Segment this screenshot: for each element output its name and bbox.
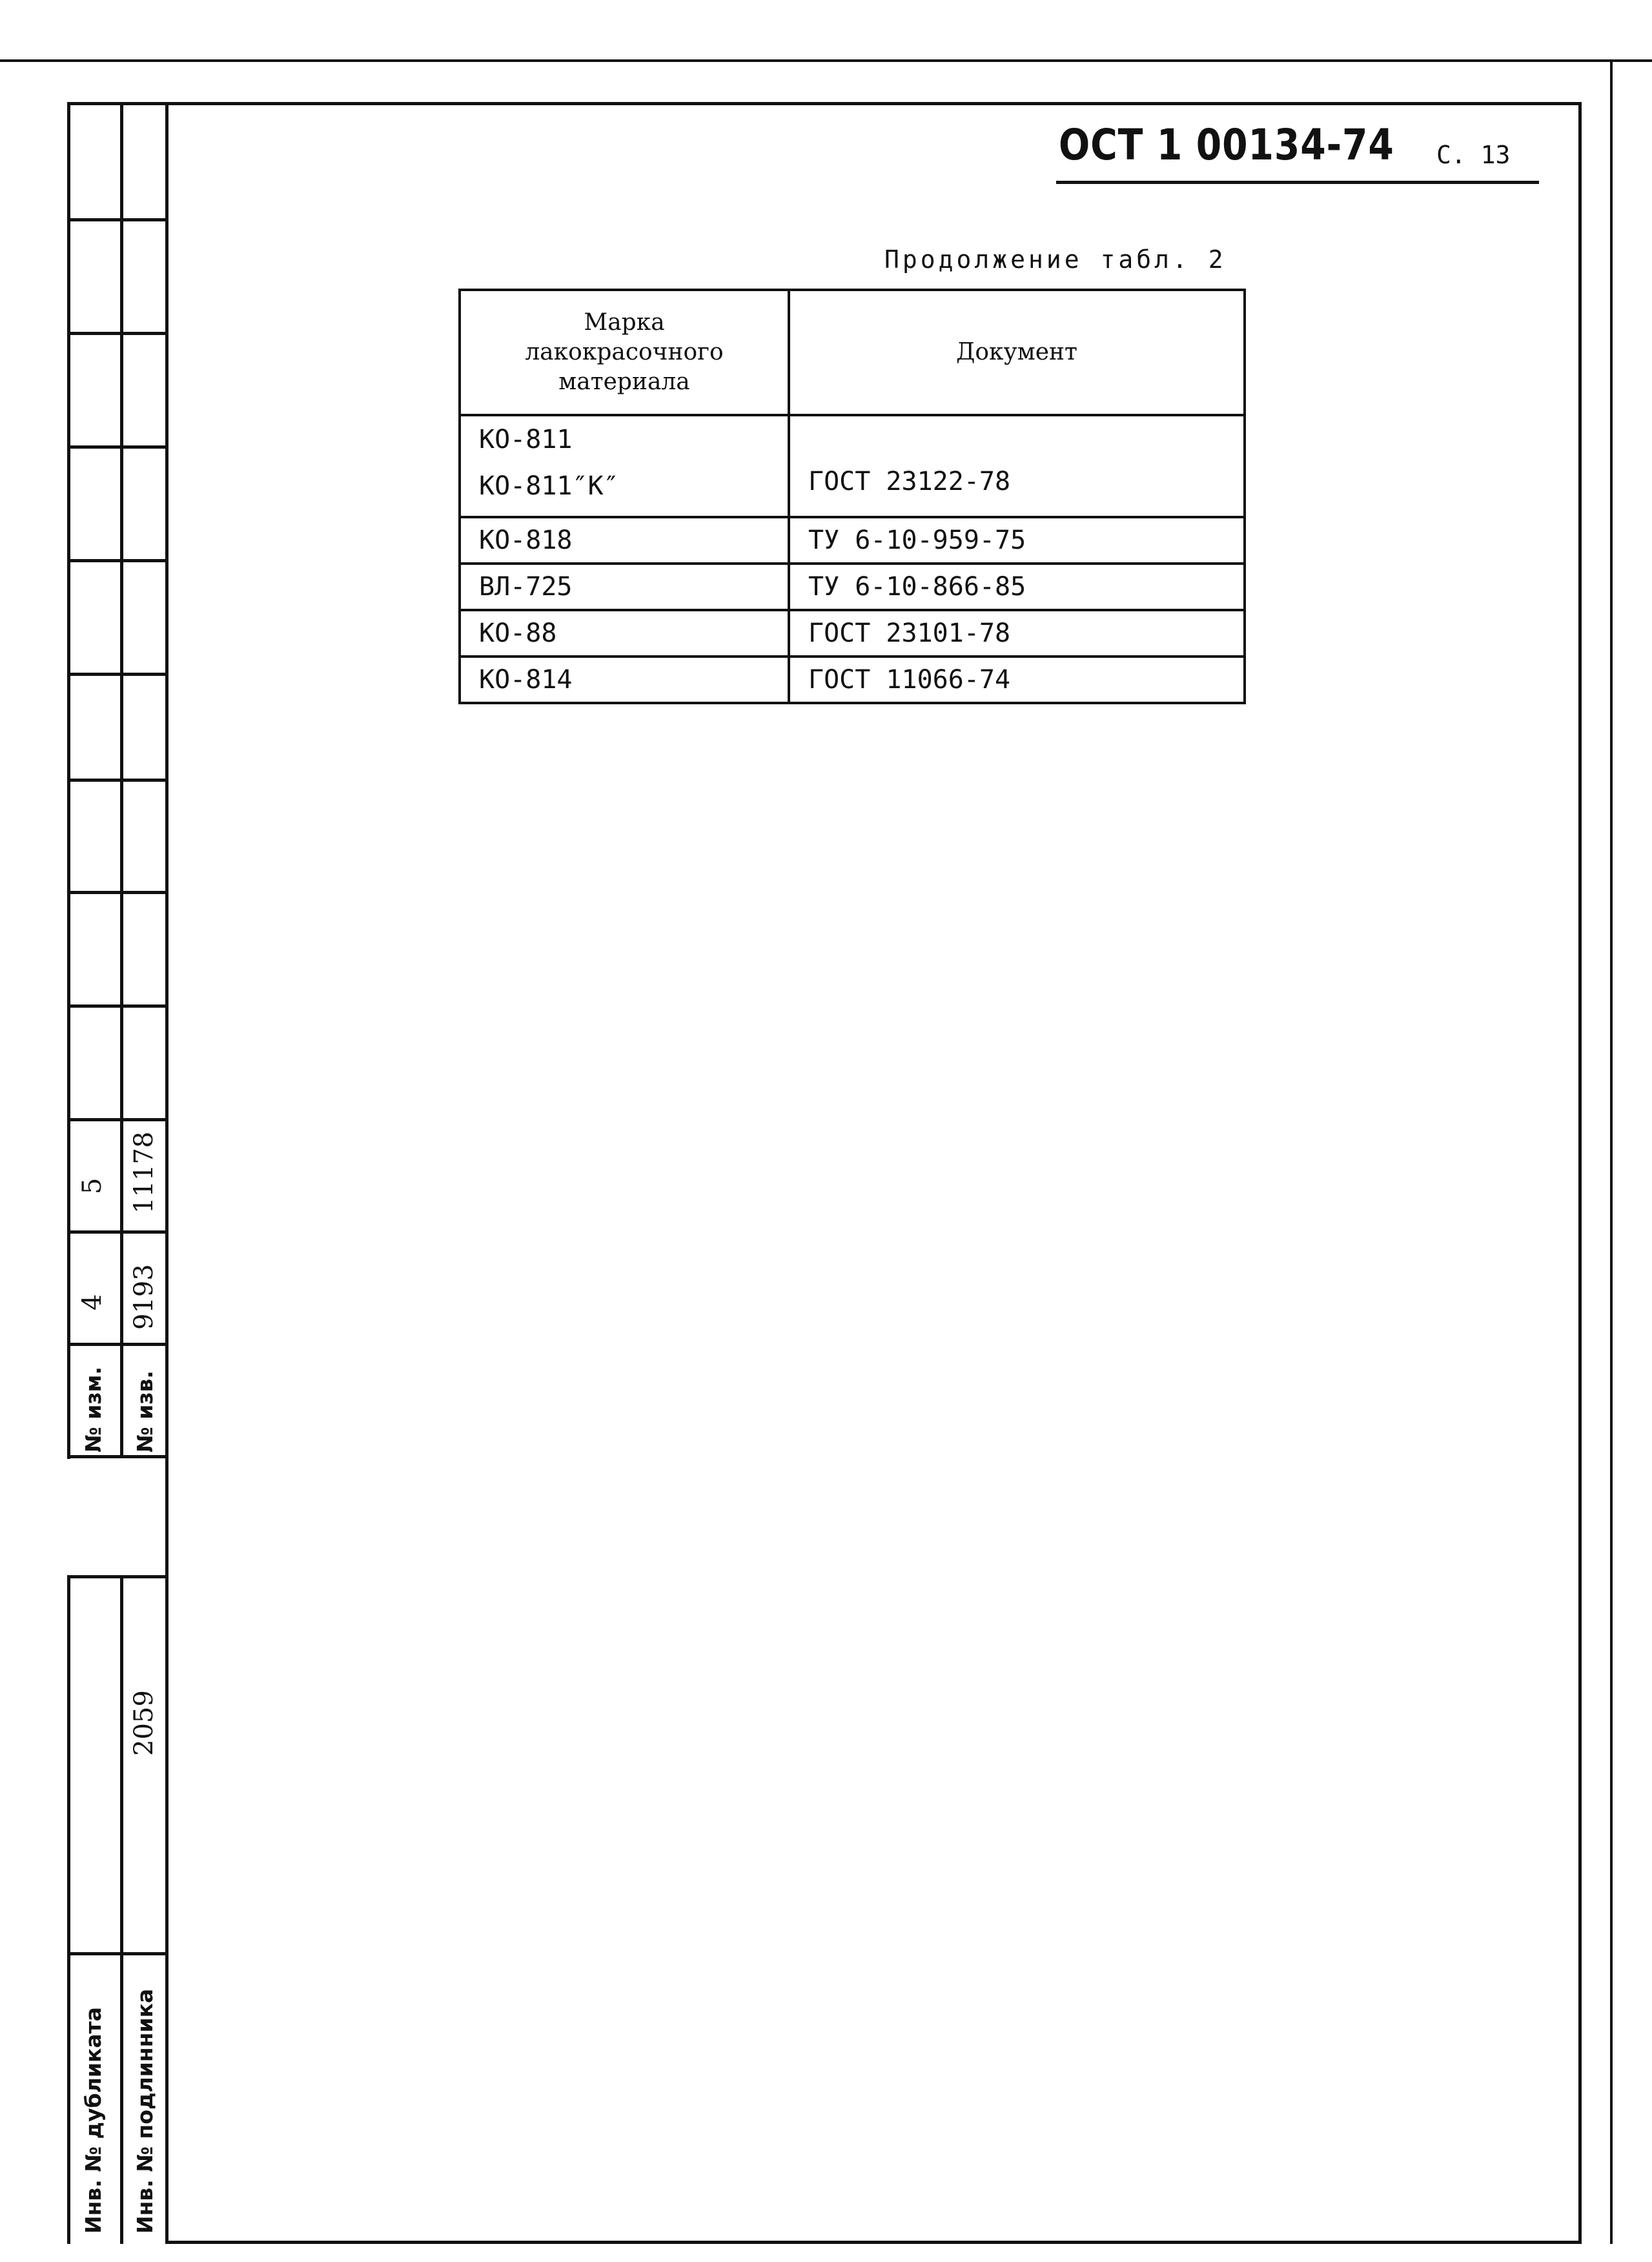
strip-sep xyxy=(67,332,165,335)
strip-outer-line-lower xyxy=(67,826,70,1459)
column-header-document: Документ xyxy=(789,290,1245,415)
strip-sep xyxy=(67,1952,165,1955)
document-cell xyxy=(789,415,1245,517)
strip-sep xyxy=(67,779,165,782)
top-edge-rule xyxy=(0,59,1652,62)
column-header-mark xyxy=(460,290,789,415)
page-number: С. 13 xyxy=(1436,141,1511,169)
mark-cell: КО-88 xyxy=(460,610,789,657)
izm-value-5: 5 xyxy=(77,1177,107,1194)
orig-value: 2059 xyxy=(129,1690,159,1756)
strip-mid-line-bottom xyxy=(120,1575,123,2244)
header-line: Марка xyxy=(584,309,665,336)
document-code: ОСТ 1 00134-74 xyxy=(1059,120,1394,170)
table-header-row xyxy=(460,290,1245,415)
document-cell: ГОСТ 11066-74 xyxy=(789,657,1245,703)
strip-sep xyxy=(67,218,165,221)
strip-outer-line xyxy=(67,102,70,844)
mark-value: КО-811 xyxy=(479,425,573,454)
table-row xyxy=(460,564,1245,610)
header-line: материала xyxy=(558,369,690,395)
mark-cell: КО-818 xyxy=(460,517,789,564)
strip-sep xyxy=(67,445,165,449)
strip-sep xyxy=(67,1575,165,1578)
document-value: ГОСТ 23122-78 xyxy=(808,467,1011,496)
table-row xyxy=(460,517,1245,564)
materials-table xyxy=(458,289,1246,704)
table-caption: Продолжение табл. 2 xyxy=(884,245,1227,274)
strip-sep xyxy=(67,1230,165,1234)
izm-label: № изм. xyxy=(81,1367,106,1452)
right-edge-rule xyxy=(1610,62,1613,2244)
table-row xyxy=(460,610,1245,657)
header-underline xyxy=(1056,181,1539,184)
mark-cell: КО-814 xyxy=(460,657,789,703)
strip-sep xyxy=(67,1455,165,1458)
document-cell: ТУ 6-10-959-75 xyxy=(789,517,1245,564)
header-line: лакокрасочного xyxy=(525,339,724,365)
strip-sep xyxy=(67,891,165,894)
strip-sep xyxy=(67,559,165,562)
izv-value-11178: 11178 xyxy=(129,1131,159,1214)
document-cell: ГОСТ 23101-78 xyxy=(789,610,1245,657)
table-row xyxy=(460,657,1245,703)
strip-sep xyxy=(67,1118,165,1121)
table-row xyxy=(460,415,1245,517)
orig-label: Инв. № подлинника xyxy=(132,1988,158,2234)
document-cell: ТУ 6-10-866-85 xyxy=(789,564,1245,610)
dup-label: Инв. № дубликата xyxy=(81,2006,106,2234)
izm-value-4: 4 xyxy=(77,1294,107,1310)
strip-sep xyxy=(67,1343,165,1346)
mark-cell: ВЛ-725 xyxy=(460,564,789,610)
strip-outer-line-bottom xyxy=(67,1575,70,2244)
mark-value: КО-811″К″ xyxy=(479,471,619,501)
izv-value-9193: 9193 xyxy=(129,1264,159,1330)
mark-cell xyxy=(460,415,789,517)
strip-sep xyxy=(67,1004,165,1008)
izv-label: № изв. xyxy=(132,1370,158,1452)
strip-sep xyxy=(67,102,165,105)
strip-sep xyxy=(67,673,165,676)
